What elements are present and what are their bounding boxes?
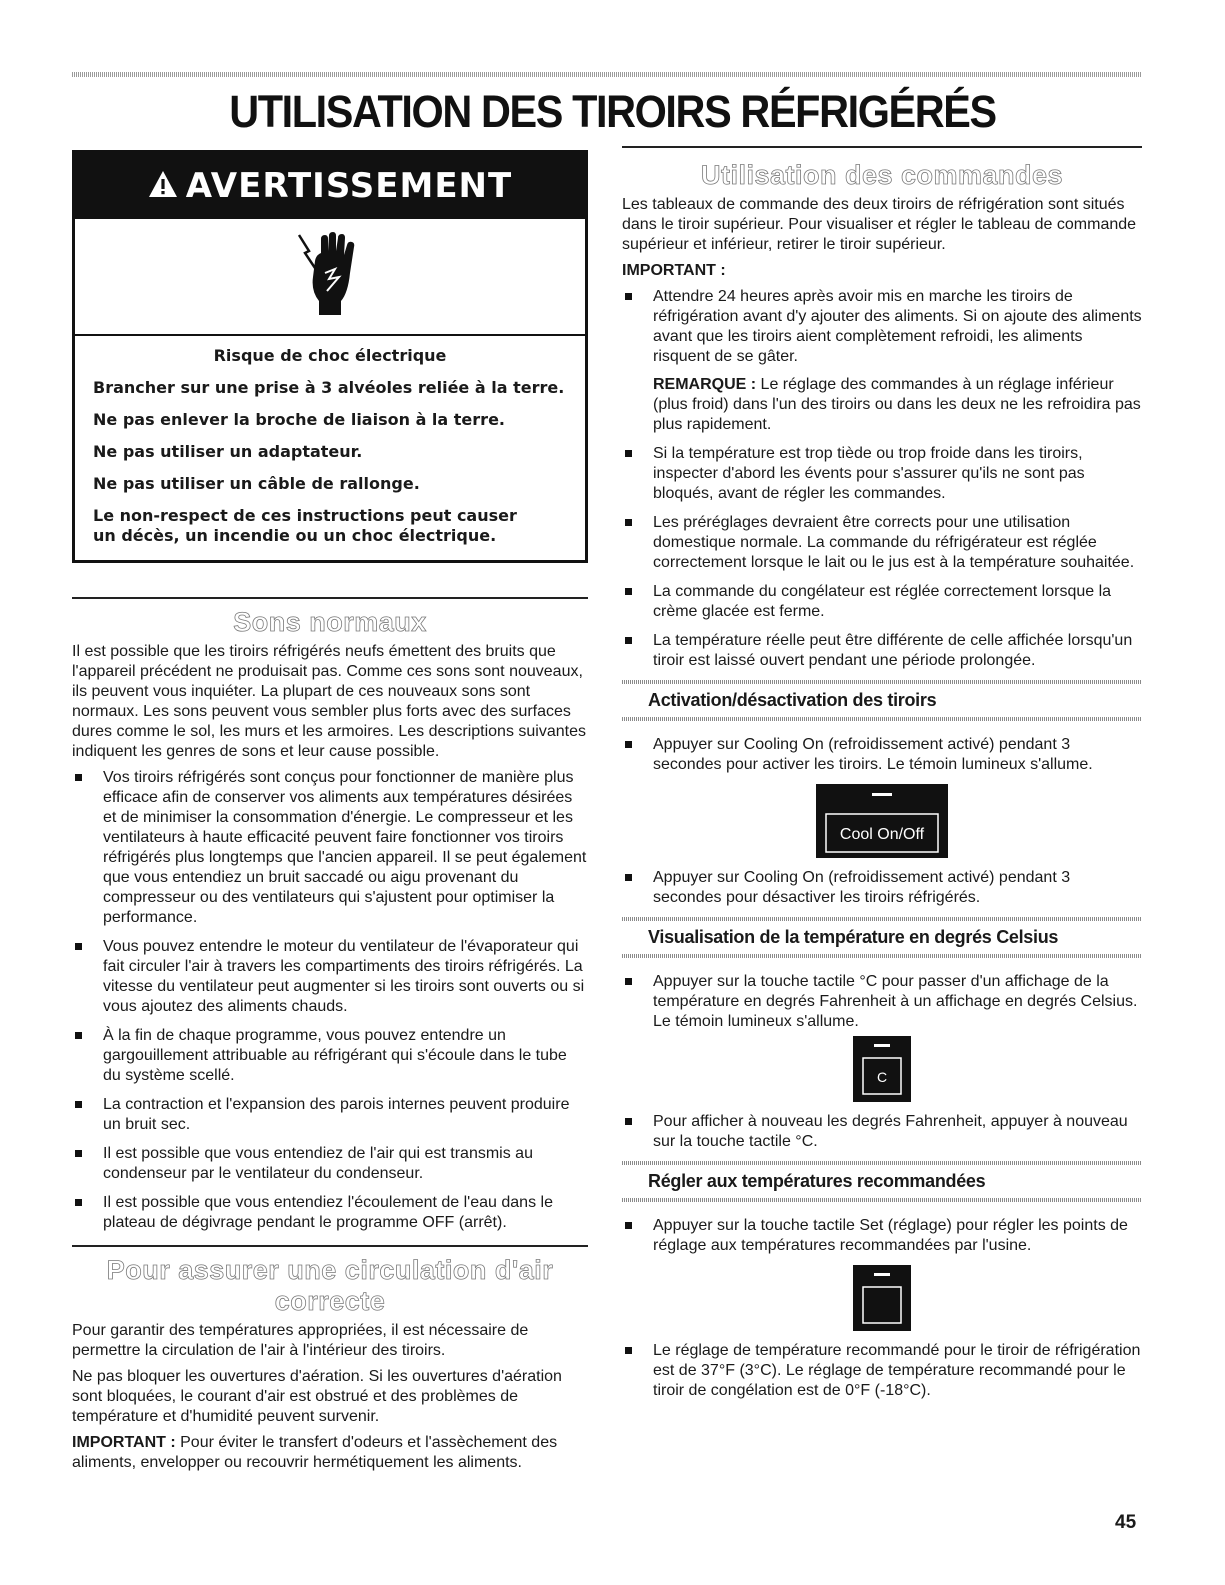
- stripe-rule: [622, 917, 1142, 921]
- controls-intro: Les tableaux de commande des deux tiroirs de réfrigération sont situés dans le tiroir supérieur. Pour visualiser et régler le tableau de commande supérieur et inférieur, retirer le tiroir supérieur.: [622, 196, 1137, 253]
- controls-note-text: Le réglage des commandes à un réglage inférieur (plus froid) dans l'un des tiroirs ou dans les deux ne les refroidira pas plus rapidement.: [653, 376, 1141, 433]
- list-item: Si la température est trop tiède ou trop froide dans les tiroirs, inspecter d'abord les évents pour s'assurer qu'ils ne sont pas bloqués, avant de régler les commandes.: [622, 444, 1142, 504]
- warning-line: Ne pas utiliser un adaptateur.: [93, 442, 363, 461]
- celsius-subsection-head: [622, 917, 1142, 958]
- list-item: Vous pouvez entendre le moteur du ventilateur de l'évaporateur qui fait circuler l'air à travers les compartiments des tiroirs réfrigérés. La vitesse du ventilateur peut augmenter si les tiroirs sont ouverts ou si vous ajoutez des aliments chauds.: [72, 937, 588, 1017]
- warning-icon-area: [75, 219, 585, 336]
- sounds-intro: Il est possible que les tiroirs réfrigérés neufs émettent des bruits que l'appareil précédent ne produisait pas. Comme ces sons sont nouveaux, ils peuvent vous inquiéter. La plupart de ces nouveaux sons sont normaux. Les sons peuvent vous sembler plus forts avec des surfaces dures comme le sol, les murs et les armoires. Les descriptions suivantes indiquent les genres de sons et leur cause possible.: [72, 643, 586, 760]
- cool-on-off-figure: [622, 784, 1142, 858]
- list-item: Pour afficher à nouveau les degrés Fahrenheit, appuyer à nouveau sur la touche tactile °C.: [622, 1112, 1142, 1152]
- controls-note: [653, 375, 1142, 435]
- stripe-rule: [622, 680, 1142, 684]
- page-title: UTILISATION DES TIROIRS RÉFRIGÉRÉS: [229, 86, 996, 137]
- controls-important-label: IMPORTANT :: [622, 262, 726, 279]
- celsius-heading: Visualisation de la température en degrés Celsius: [648, 927, 1059, 947]
- airflow-important: [72, 1433, 588, 1473]
- airflow-important-label: IMPORTANT :: [72, 1434, 176, 1451]
- recommended-list: [622, 1216, 1142, 1256]
- list-item: Appuyer sur Cooling On (refroidissement activé) pendant 3 secondes pour activer les tiroirs. Le témoin lumineux s'allume.: [622, 735, 1142, 775]
- top-rule: [72, 72, 1142, 77]
- section-rule: [72, 597, 588, 599]
- airflow-p1: Pour garantir des températures appropriées, il est nécessaire de permettre la circulation de l'air à l'intérieur des tiroirs.: [72, 1322, 529, 1359]
- controls-list-rest: [622, 444, 1142, 671]
- list-item: Il est possible que vous entendiez de l'air qui est transmis au condenseur par le ventilateur du condenseur.: [72, 1144, 588, 1184]
- airflow-heading: Pour assurer une circulation d'air correcte: [106, 1255, 554, 1316]
- warning-header: [75, 153, 585, 219]
- list-item: Le réglage de température recommandé pour le tiroir de réfrigération est de 37°F (3°C). Le réglage de température recommandé pour le tiroir de congélation est de 0°F (-18°C).: [622, 1341, 1142, 1401]
- list-item: Appuyer sur la touche tactile Set (réglage) pour régler les points de réglage aux températures recommandées par l'usine.: [622, 1216, 1142, 1256]
- recommended-subsection-head: [622, 1161, 1142, 1202]
- activation-subsection-head: [622, 680, 1142, 721]
- warning-heading: AVERTISSEMENT: [185, 166, 513, 206]
- controls-note-label: REMARQUE :: [653, 376, 757, 393]
- electric-shock-hand-icon: [295, 231, 365, 322]
- celsius-list-2: [622, 1112, 1142, 1152]
- controls-heading: Utilisation des commandes: [700, 160, 1064, 190]
- celsius-list: [622, 972, 1142, 1032]
- warning-box: [72, 150, 588, 563]
- list-item: La température réelle peut être différente de celle affichée lorsqu'un tiroir est laissé ouvert pendant une période prolongée.: [622, 631, 1142, 671]
- list-item: La commande du congélateur est réglée correctement lorsque la crème glacée est ferme.: [622, 582, 1142, 622]
- cool-on-off-button-icon: [816, 784, 948, 858]
- celsius-figure: [622, 1036, 1142, 1102]
- activation-list-off: [622, 868, 1142, 908]
- list-item: Attendre 24 heures après avoir mis en marche les tiroirs de réfrigération avant d'y ajouter des aliments. Si on ajoute des aliments avant que les tiroirs aient complètement refroidi, les aliments risquent de se gâter.: [622, 287, 1142, 367]
- warning-consequence: [93, 506, 567, 546]
- list-item: À la fin de chaque programme, vous pouvez entendre un gargouillement attribuable au réfrigérant qui s'écoule dans le tube du système scellé.: [72, 1026, 588, 1086]
- celsius-button-label: C: [876, 1069, 888, 1085]
- section-rule: [622, 146, 1142, 148]
- page-number: 45: [1115, 1512, 1137, 1533]
- list-item: Il est possible que vous entendiez l'écoulement de l'eau dans le plateau de dégivrage pendant le programme OFF (arrêt).: [72, 1193, 588, 1233]
- activation-heading: Activation/désactivation des tiroirs: [648, 690, 937, 710]
- left-column: [72, 150, 588, 1479]
- warning-consequence-line1: Le non-respect de ces instructions peut causer: [93, 506, 517, 525]
- stripe-rule: [622, 954, 1142, 958]
- warning-consequence-line2: un décès, un incendie ou un choc électrique.: [93, 526, 497, 545]
- list-item: Vos tiroirs réfrigérés sont conçus pour fonctionner de manière plus efficace afin de conserver vos aliments aux températures désirées et de minimiser la consommation d'énergie. Le compresseur et les ventilateurs à haute efficacité peuvent faire fonctionner vos tiroirs réfrigérés plus longtemps que l'ancien appareil. Il se peut également que vous entendiez un bruit saccadé ou aigu provenant du compresseur ou des ventilateurs qui s'ajustent pour optimiser la performance.: [72, 768, 588, 928]
- airflow-p2: Ne pas bloquer les ouvertures d'aération. Si les ouvertures d'aération sont bloquées, le courant d'air est obstrué et des problèmes de température et d'humidité peuvent survenir.: [72, 1368, 562, 1425]
- right-column: [622, 146, 1142, 1410]
- stripe-rule: [622, 717, 1142, 721]
- recommended-heading: Régler aux températures recommandées: [648, 1171, 986, 1191]
- celsius-button-icon: [853, 1036, 911, 1102]
- warning-line: Brancher sur une prise à 3 alvéoles reliée à la terre.: [93, 378, 565, 397]
- sounds-list: [72, 768, 588, 1233]
- warning-line: Ne pas utiliser un câble de rallonge.: [93, 474, 420, 493]
- warning-body: [75, 336, 585, 560]
- recommended-list-2: [622, 1341, 1142, 1401]
- cool-on-off-label: Cool On/Off: [839, 826, 925, 843]
- stripe-rule: [622, 1198, 1142, 1202]
- set-button-icon: [853, 1265, 911, 1331]
- warning-triangle-icon: [148, 170, 178, 203]
- airflow-important-text: Pour éviter le transfert d'odeurs et l'assèchement des aliments, envelopper ou recouvrir hermétiquement les aliments.: [72, 1434, 558, 1471]
- list-item: La contraction et l'expansion des parois internes peuvent produire un bruit sec.: [72, 1095, 588, 1135]
- list-item: Appuyer sur Cooling On (refroidissement activé) pendant 3 secondes pour désactiver les tiroirs réfrigérés.: [622, 868, 1142, 908]
- list-item: Appuyer sur la touche tactile °C pour passer d'un affichage de la température en degrés Fahrenheit à un affichage en degrés Celsius. Le témoin lumineux s'allume.: [622, 972, 1142, 1032]
- stripe-rule: [622, 1161, 1142, 1165]
- activation-list: [622, 735, 1142, 775]
- controls-list: [622, 287, 1142, 367]
- warning-line: Ne pas enlever la broche de liaison à la terre.: [93, 410, 505, 429]
- set-figure: [622, 1265, 1142, 1331]
- warning-risk-label: Risque de choc électrique: [213, 346, 447, 365]
- section-rule: [72, 1245, 588, 1247]
- list-item: Les préréglages devraient être corrects pour une utilisation domestique normale. La commande du réfrigérateur est réglée correctement lorsque le lait ou le jus est à la température souhaitée.: [622, 513, 1142, 573]
- sounds-heading: Sons normaux: [233, 607, 427, 637]
